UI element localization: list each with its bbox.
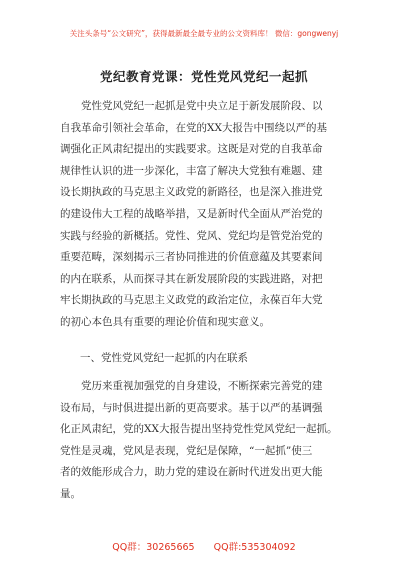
paragraph-line: 规律性认识的进一步深化，丰富了解决大党独有难题、建 [60, 164, 323, 177]
paragraph-line: 的建设伟大工程的战略举措，又是新时代全面从严治党的 [60, 207, 323, 220]
paragraph-line: 党性是灵魂，党风是表现，党纪是保障，“一起抓”使三 [60, 444, 313, 457]
footer-qq-group-1: QQ群：30265665 [112, 542, 195, 553]
document-title: 党纪教育党课：党性党风党纪一起抓 [99, 69, 308, 84]
paragraph-1 [60, 96, 352, 334]
paragraph-line: 量。 [60, 487, 81, 500]
paragraph-line: 的初心本色具有重要的理论价值和现实意义。 [60, 315, 270, 328]
paragraph-line: 者的效能形成合力，助力党的建设在新时代迸发出更大能 [60, 466, 323, 479]
paragraph-line: 党历来重视加强党的自身建设，不断探索完善党的建 [60, 380, 323, 392]
paragraph-line: 牢长期执政的马克思主义政党的政治定位，永葆百年大党 [60, 294, 323, 307]
paragraph-line: 设长期执政的马克思主义政党的新路径，也是深入推进党 [60, 186, 323, 199]
header-banner: 关注头条号“公文研究”，获得最新最全最专业的公文资料库！ 微信：gongwenyj [69, 29, 339, 38]
footer-contact [40, 539, 368, 553]
paragraph-line: 重要范畴，深刻揭示三者协同推进的价值意蕴及其要素间 [60, 251, 323, 264]
paragraph-2 [60, 376, 352, 506]
paragraph-line: 党性党风党纪一起抓是党中央立足于新发展阶段、以 [60, 100, 323, 112]
paragraph-line: 化正风肃纪，党的XX大报告提出坚持党性党风党纪一起抓。 [60, 423, 338, 436]
paragraph-line: 调强化正风肃纪提出的实践要求。这既是对党的自我革命 [60, 143, 323, 156]
section-heading: 一、党性党风党纪一起抓的内在联系 [80, 352, 248, 364]
footer-qq-group-2: QQ群:535304092 [213, 542, 296, 553]
paragraph-line: 自我革命引领社会革命，在党的XX大报告中围绕以严的基 [60, 121, 327, 134]
paragraph-line: 实践与经验的新概括。党性、党风、党纪均是管党治党的 [60, 229, 323, 242]
paragraph-line: 设布局，与时俱进提出新的更高要求。基于以严的基调强 [60, 401, 323, 414]
paragraph-line: 的内在联系，从而探寻其在新发展阶段的实践进路，对把 [60, 272, 323, 285]
